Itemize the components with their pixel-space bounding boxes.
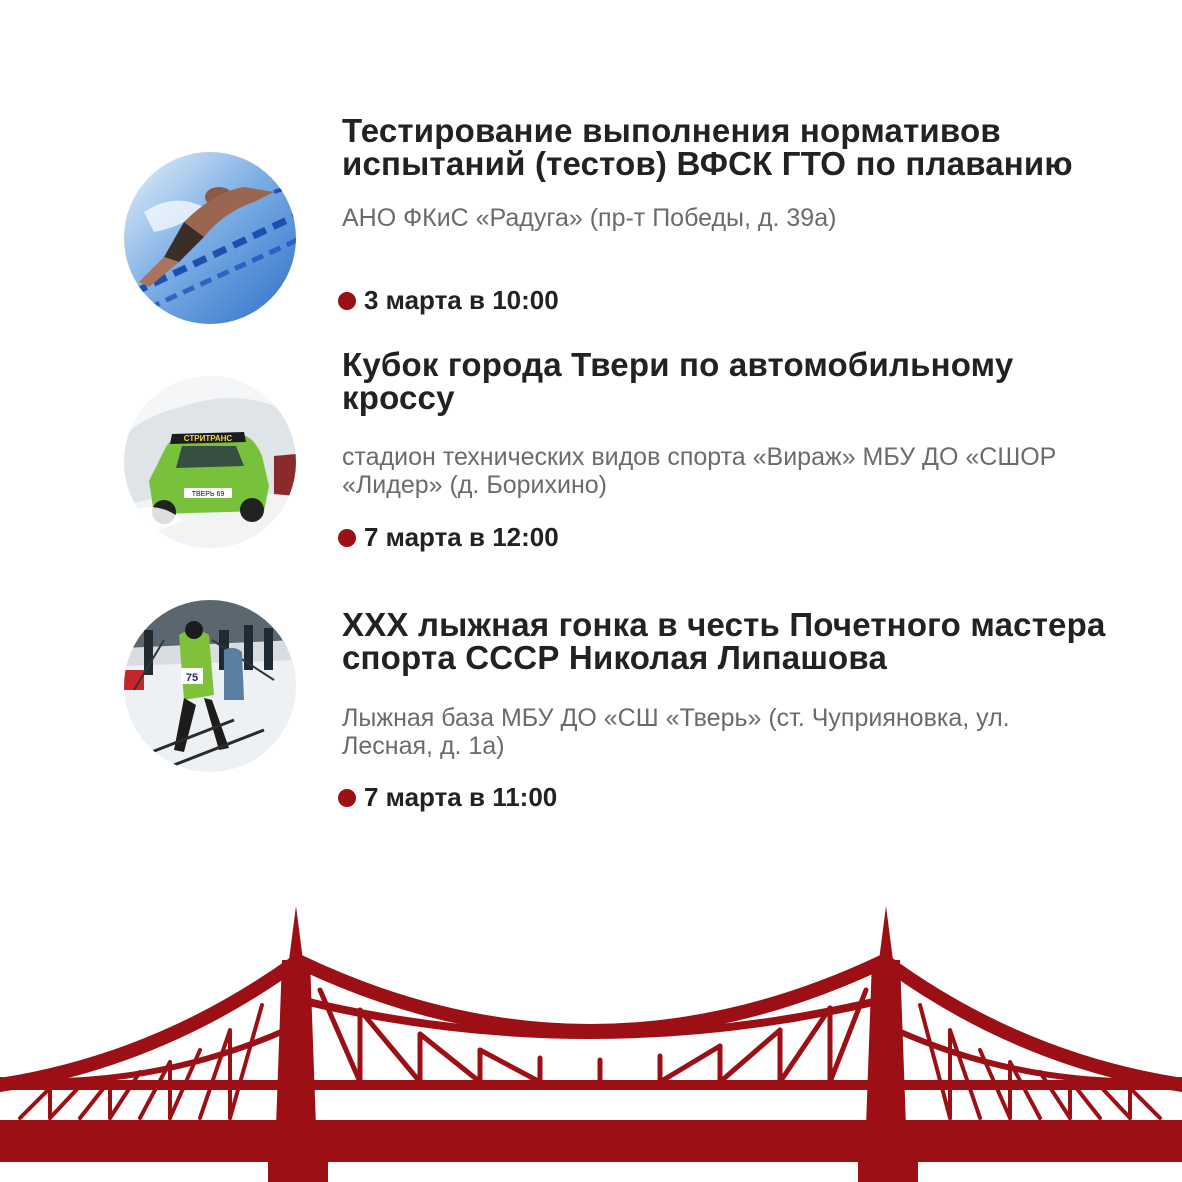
swimmer-photo xyxy=(124,152,296,324)
event-location: АНО ФКиС «Радуга» (пр-т Победы, д. 39а) xyxy=(342,204,837,232)
tver-bridge-icon xyxy=(0,900,1182,1182)
event-title: Тестирование выполнения нормативов испытаний (тестов) ВФСК ГТО по плаванию xyxy=(342,112,1073,182)
event-title: Кубок города Твери по автомобильному кроссу xyxy=(342,346,1014,416)
date-bullet-icon xyxy=(338,529,356,547)
rally-car-photo xyxy=(124,376,296,548)
event-location: стадион технических видов спорта «Вираж» МБУ ДО «СШОР «Лидер» (д. Борихино) xyxy=(342,443,1057,499)
car-plate: ТВЕРЬ 69 xyxy=(191,491,225,498)
skiers-photo xyxy=(124,600,296,772)
event-location: Лыжная база МБУ ДО «СШ «Тверь» (ст. Чуприяновка, ул. Лесная, д. 1а) xyxy=(342,704,1010,760)
event-date: 7 марта в 11:00 xyxy=(364,782,558,812)
date-bullet-icon xyxy=(338,789,356,807)
date-bullet-icon xyxy=(338,292,356,310)
event-date: 3 марта в 10:00 xyxy=(364,285,559,315)
bib-number: 75 xyxy=(185,672,199,684)
event-title: XXX лыжная гонка в честь Почетного мастера спорта СССР Николая Липашова xyxy=(342,606,1106,676)
event-date: 7 марта в 12:00 xyxy=(364,522,559,552)
car-banner: СТРИТРАНС xyxy=(183,434,233,443)
